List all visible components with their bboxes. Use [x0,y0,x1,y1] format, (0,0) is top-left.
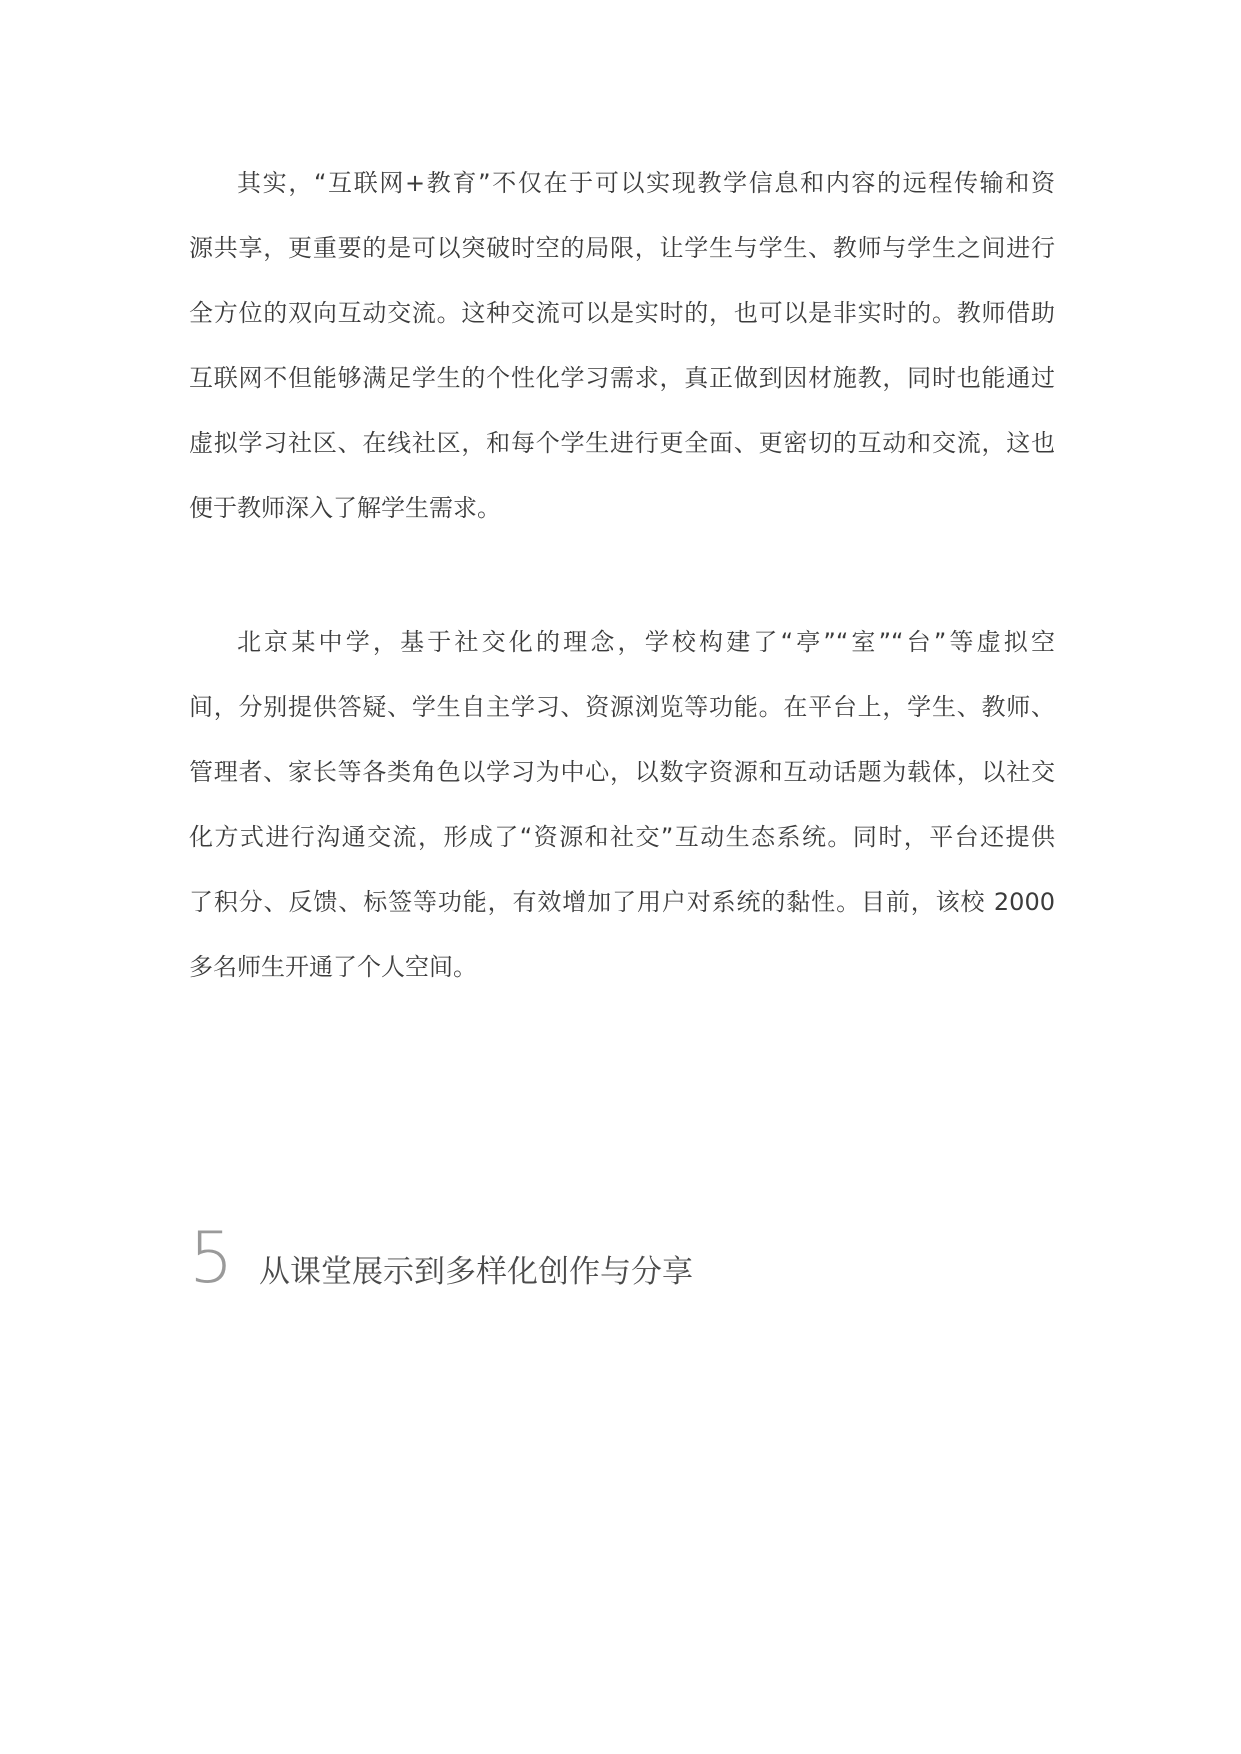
paragraph-2-line-2: 间，分别提供答疑、学生自主学习、资源浏览等功能。在平台上，学生、教师、 [189,693,1055,721]
paragraph-1-line-2: 源共享，更重要的是可以突破时空的局限，让学生与学生、教师与学生之间进行 [189,234,1055,262]
paragraph-2-line-1: 北京某中学，基于社交化的理念，学校构建了“亭”“室”“台”等虚拟空 [237,628,1055,656]
section-number: 5 [189,1217,234,1299]
paragraph-1-line-6: 便于教师深入了解学生需求。 [189,494,501,522]
paragraph-2-line-5: 了积分、反馈、标签等功能，有效增加了用户对系统的黏性。目前，该校 2000 [189,888,1055,916]
paragraph-1-line-5: 虚拟学习社区、在线社区，和每个学生进行更全面、更密切的互动和交流，这也 [189,429,1055,457]
section-title: 从课堂展示到多样化创作与分享 [259,1254,693,1290]
paragraph-2-line-6: 多名师生开通了个人空间。 [189,953,477,981]
paragraph-2-line-3: 管理者、家长等各类角色以学习为中心，以数字资源和互动话题为载体，以社交 [189,758,1055,786]
paragraph-1-line-4: 互联网不但能够满足学生的个性化学习需求，真正做到因材施教，同时也能通过 [189,364,1055,392]
paragraph-1-line-1: 其实，“互联网+教育”不仅在于可以实现教学信息和内容的远程传输和资 [237,169,1055,197]
paragraph-2-line-4: 化方式进行沟通交流，形成了“资源和社交”互动生态系统。同时，平台还提供 [189,823,1055,851]
paragraph-1-line-3: 全方位的双向互动交流。这种交流可以是实时的，也可以是非实时的。教师借助 [189,299,1055,327]
